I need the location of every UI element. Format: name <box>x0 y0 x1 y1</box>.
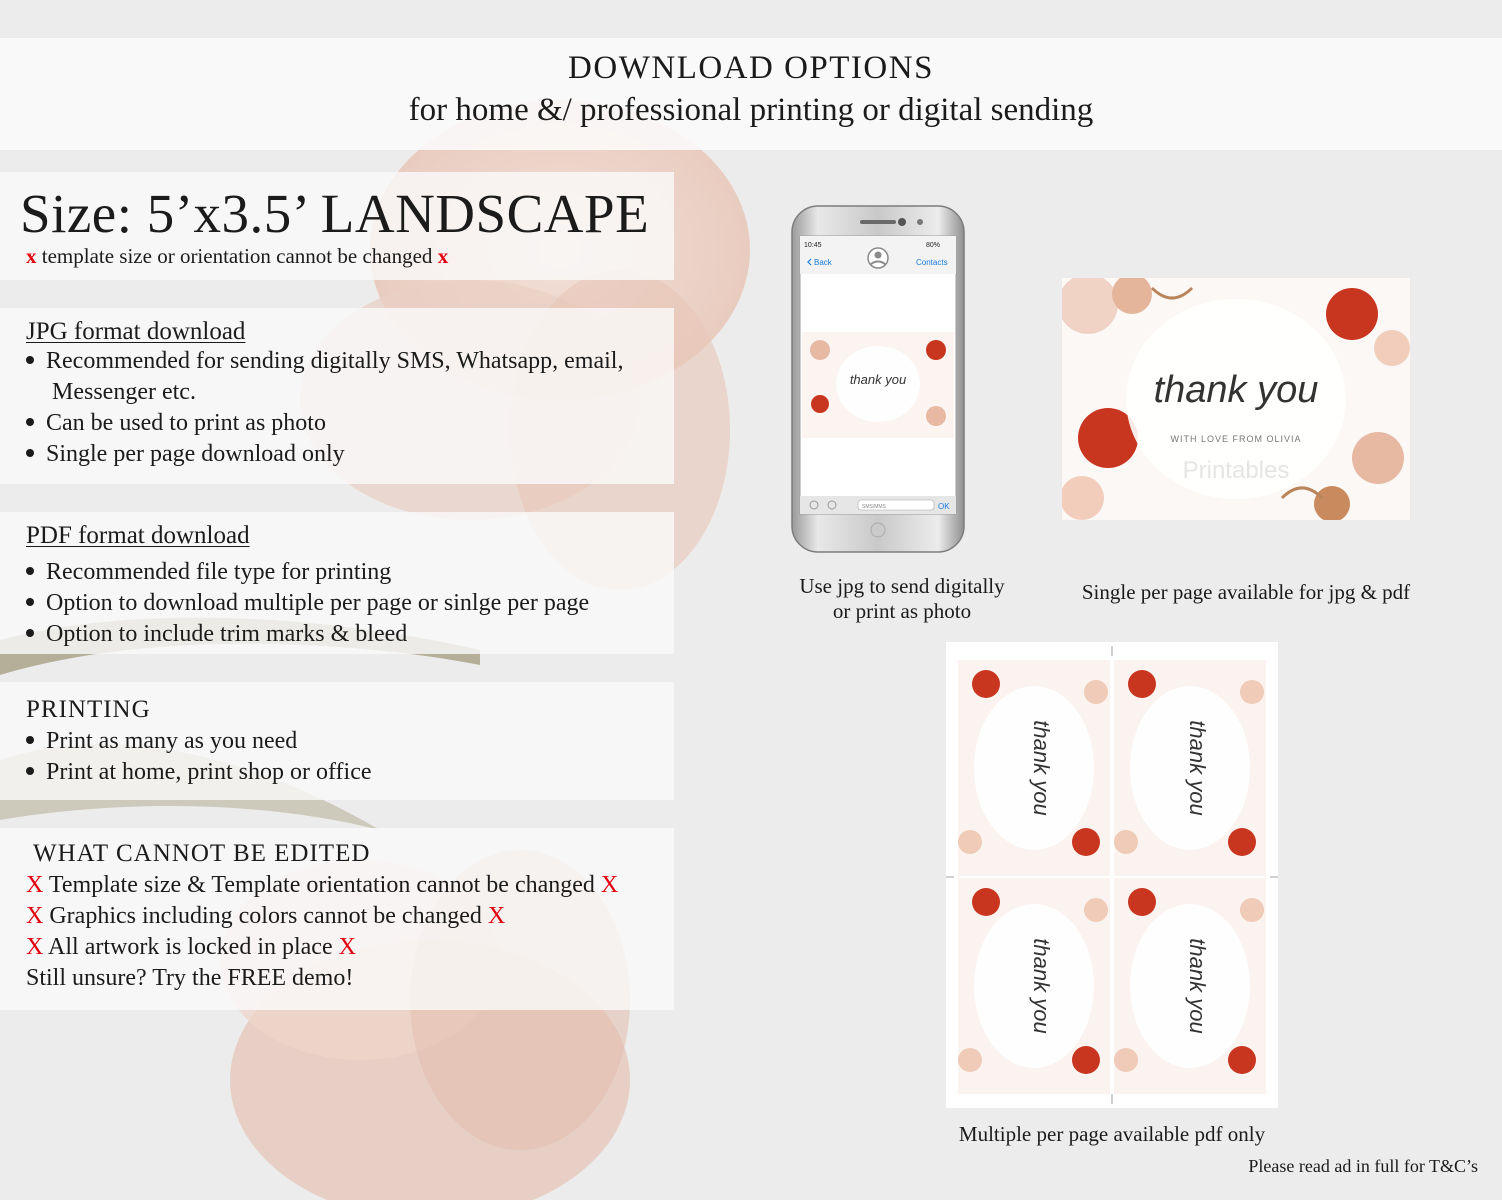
x-mark: X <box>26 934 44 960</box>
multi-card-sheet <box>946 642 1278 1108</box>
bullet-icon <box>26 598 34 606</box>
header-banner <box>0 38 1502 150</box>
list-item: Recommended for sending digitally SMS, Whatsapp, email, <box>26 348 623 375</box>
phone-card-script: thank you <box>849 372 907 387</box>
size-panel <box>0 172 674 280</box>
page-subtitle: for home &/ professional printing or digital sending <box>408 92 1094 128</box>
card-from-text: WITH LOVE FROM OLIVIA <box>1170 434 1302 444</box>
list-item: X Template size & Template orientation cannot be changed X <box>26 872 619 898</box>
card-tile <box>958 660 1110 876</box>
cannot-edit-title: WHAT CANNOT BE EDITED <box>33 840 371 867</box>
list-item: Print at home, print shop or office <box>26 759 372 786</box>
bullet-icon <box>26 418 34 426</box>
demo-text: Still unsure? Try the FREE demo! <box>26 965 354 991</box>
tile-script-text: thank you <box>1029 938 1054 1034</box>
phone-mockup <box>790 204 966 556</box>
x-mark: X <box>338 934 356 960</box>
contacts-button[interactable]: Contacts <box>916 258 948 267</box>
jpg-section <box>0 308 674 484</box>
list-item: Option to download multiple per page or sinlge per page <box>26 590 589 617</box>
list-item: Single per page download only <box>26 441 345 468</box>
list-item: Print as many as you need <box>26 728 297 755</box>
bullet-icon <box>26 767 34 775</box>
list-item: X Graphics including colors cannot be changed X <box>26 903 506 929</box>
x-mark: x <box>26 244 37 268</box>
card-tile <box>1114 660 1266 876</box>
list-item-continuation: Messenger etc. <box>52 379 196 405</box>
phone-battery: 80% <box>926 242 941 249</box>
x-mark: X <box>600 872 619 898</box>
page-title: DOWNLOAD OPTIONS <box>568 50 934 86</box>
cannot-edit-section <box>0 828 674 1010</box>
size-heading: Size: 5’x3.5’ LANDSCAPE <box>20 183 650 244</box>
single-card-preview <box>1062 278 1410 520</box>
phone-time: 10:45 <box>804 242 822 249</box>
tile-script-text: thank you <box>1029 720 1054 816</box>
card-tile <box>958 878 1110 1094</box>
bullet-icon <box>26 736 34 744</box>
send-ok-button[interactable]: OK <box>938 502 950 511</box>
card-script-text: thank you <box>1153 369 1319 411</box>
x-mark: x <box>437 244 449 268</box>
bullet-icon <box>26 449 34 457</box>
single-caption: Single per page available for jpg & pdf <box>1081 580 1411 604</box>
x-mark: X <box>487 903 506 929</box>
size-note-text: template size or orientation cannot be changed <box>41 244 433 268</box>
pdf-section-title: PDF format download <box>26 522 250 549</box>
tile-script-text: thank you <box>1185 938 1210 1034</box>
card-tile <box>1114 878 1266 1094</box>
list-item: Recommended file type for printing <box>26 559 391 586</box>
footer-note: Please read ad in full for T&C’s <box>1248 1156 1478 1176</box>
list-item: Can be used to print as photo <box>26 410 326 437</box>
bullet-icon <box>26 629 34 637</box>
printing-section-title: PRINTING <box>26 696 151 723</box>
bullet-icon <box>26 567 34 575</box>
size-note <box>26 244 448 269</box>
multi-caption: Multiple per page available pdf only <box>958 1122 1266 1146</box>
bullet-icon <box>26 356 34 364</box>
x-mark: X <box>26 872 44 898</box>
back-button[interactable]: Back <box>814 258 832 267</box>
svg-text:SMS/MMS: SMS/MMS <box>862 504 886 510</box>
list-item: X All artwork is locked in place X <box>26 934 356 960</box>
jpg-section-title: JPG format download <box>26 318 246 345</box>
x-mark: X <box>26 903 44 929</box>
phone-caption: Use jpg to send digitally or print as photo <box>799 574 1005 623</box>
tile-script-text: thank you <box>1185 720 1210 816</box>
printing-section <box>0 682 674 800</box>
pdf-section <box>0 512 674 654</box>
list-item: Option to include trim marks & bleed <box>26 621 407 648</box>
card-watermark: Printables <box>1182 457 1290 484</box>
